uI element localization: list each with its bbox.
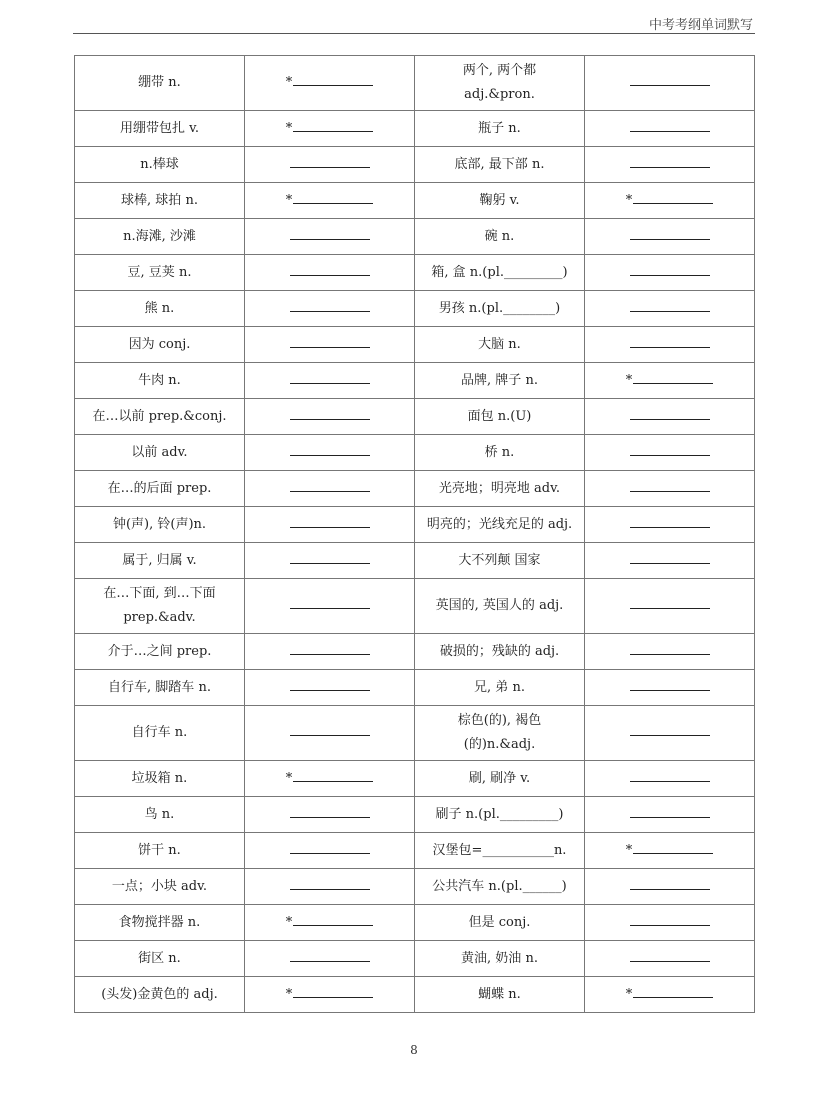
answer-blank[interactable]: [290, 721, 370, 736]
right-term-cell: [415, 56, 585, 111]
left-term-cell: [75, 941, 245, 977]
answer-blank[interactable]: [293, 71, 373, 86]
term-text: 蝴蝶 n.: [478, 986, 521, 1002]
left-term-cell: [75, 399, 245, 435]
left-answer-cell[interactable]: [245, 183, 415, 219]
left-term-cell: [75, 327, 245, 363]
term-text: 街区 n.: [138, 950, 181, 966]
answer-blank[interactable]: [630, 441, 710, 456]
star-mark: *: [625, 192, 633, 208]
right-term-cell: [415, 761, 585, 797]
answer-blank-wrap[interactable]: [630, 875, 710, 899]
right-answer-cell[interactable]: [585, 291, 755, 327]
answer-blank-wrap[interactable]: [630, 333, 710, 357]
left-answer-cell[interactable]: [245, 435, 415, 471]
table-row: [75, 219, 755, 255]
term-text: 底部, 最下部 n.: [454, 156, 545, 172]
term-text: prep.&adv.: [123, 610, 196, 625]
answer-blank[interactable]: [630, 261, 710, 276]
table-row: [75, 797, 755, 833]
answer-blank[interactable]: [630, 947, 710, 962]
answer-blank[interactable]: [630, 549, 710, 564]
left-term-cell: [75, 833, 245, 869]
answer-blank-wrap[interactable]: [630, 405, 710, 429]
left-answer-cell[interactable]: [245, 399, 415, 435]
term-text: 自行车, 脚踏车 n.: [108, 679, 211, 695]
star-mark: *: [285, 75, 293, 90]
term-text: 垃圾箱 n.: [131, 770, 188, 786]
answer-blank-wrap[interactable]: [286, 71, 374, 95]
left-answer-cell[interactable]: [245, 706, 415, 761]
right-answer-cell[interactable]: [585, 111, 755, 147]
term-text: 大不列颠 国家: [458, 552, 541, 568]
term-text: 桥 n.: [484, 444, 515, 460]
answer-blank-wrap[interactable]: [290, 721, 370, 745]
right-term-cell: [415, 147, 585, 183]
term-text: 英国的, 英国人的 adj.: [435, 598, 564, 613]
left-answer-cell[interactable]: [245, 905, 415, 941]
table-row: [75, 327, 755, 363]
table-row: [75, 399, 755, 435]
term-text: 绷带 n.: [138, 75, 181, 90]
answer-blank-wrap[interactable]: [630, 71, 710, 95]
left-term-cell: [75, 797, 245, 833]
left-answer-cell[interactable]: [245, 579, 415, 634]
left-answer-cell[interactable]: [245, 147, 415, 183]
answer-blank[interactable]: [633, 983, 713, 998]
right-answer-cell[interactable]: [585, 219, 755, 255]
right-term-cell: [415, 869, 585, 905]
term-text: 鸟 n.: [144, 806, 175, 822]
answer-blank-wrap[interactable]: [290, 594, 370, 618]
answer-blank[interactable]: [293, 117, 373, 132]
header-title: 中考考纲单词默写: [648, 18, 753, 33]
left-answer-cell[interactable]: [245, 111, 415, 147]
right-term-cell: [415, 363, 585, 399]
answer-blank-wrap[interactable]: [290, 947, 370, 971]
answer-blank[interactable]: [290, 225, 370, 240]
left-term-cell: [75, 634, 245, 670]
vocab-table-body: [75, 56, 755, 1013]
right-answer-cell[interactable]: [585, 56, 755, 111]
left-term-cell: [75, 471, 245, 507]
table-row: [75, 147, 755, 183]
right-answer-cell[interactable]: [585, 905, 755, 941]
table-row: [75, 833, 755, 869]
table-row: [75, 941, 755, 977]
term-text: 棕色(的), 褐色: [457, 713, 542, 728]
left-term-cell: [75, 905, 245, 941]
table-row: [75, 56, 755, 111]
answer-blank-wrap[interactable]: [290, 549, 370, 573]
answer-blank-wrap[interactable]: [290, 153, 370, 177]
answer-blank[interactable]: [290, 369, 370, 384]
answer-blank-wrap[interactable]: [630, 513, 710, 537]
answer-blank-wrap[interactable]: [290, 441, 370, 465]
answer-blank[interactable]: [290, 947, 370, 962]
left-term-cell: [75, 761, 245, 797]
star-mark: *: [285, 986, 293, 1002]
answer-blank-wrap[interactable]: [290, 297, 370, 321]
table-row: [75, 761, 755, 797]
right-answer-cell[interactable]: [585, 869, 755, 905]
right-answer-cell[interactable]: [585, 363, 755, 399]
right-answer-cell[interactable]: [585, 255, 755, 291]
term-text: 钟(声), 铃(声)n.: [112, 516, 207, 532]
right-answer-cell[interactable]: [585, 147, 755, 183]
term-text: n.海滩, 沙滩: [123, 228, 196, 244]
answer-blank[interactable]: [630, 676, 710, 691]
term-text: 自行车 n.: [131, 725, 188, 740]
left-term-cell: [75, 147, 245, 183]
answer-blank-wrap[interactable]: [290, 875, 370, 899]
left-term-cell: [75, 111, 245, 147]
answer-blank[interactable]: [293, 983, 373, 998]
answer-blank-wrap[interactable]: [290, 261, 370, 285]
left-answer-cell[interactable]: [245, 291, 415, 327]
term-text: 品牌, 牌子 n.: [461, 372, 538, 388]
right-answer-cell[interactable]: [585, 977, 755, 1013]
term-text: 属于, 归属 v.: [122, 552, 197, 568]
right-answer-cell[interactable]: [585, 833, 755, 869]
left-answer-cell[interactable]: [245, 363, 415, 399]
answer-blank[interactable]: [630, 767, 710, 782]
answer-blank-wrap[interactable]: [290, 839, 370, 863]
answer-blank-wrap[interactable]: [630, 549, 710, 573]
right-answer-cell[interactable]: [585, 543, 755, 579]
term-text: (头发)金黄色的 adj.: [101, 986, 218, 1002]
left-answer-cell[interactable]: [245, 255, 415, 291]
term-text: 刷, 刷净 v.: [468, 770, 531, 786]
answer-blank[interactable]: [290, 640, 370, 655]
left-answer-cell[interactable]: [245, 634, 415, 670]
answer-blank[interactable]: [630, 117, 710, 132]
answer-blank[interactable]: [293, 767, 373, 782]
table-row: [75, 435, 755, 471]
right-term-cell: [415, 471, 585, 507]
table-row: [75, 255, 755, 291]
answer-blank-wrap[interactable]: [290, 803, 370, 827]
answer-blank-wrap[interactable]: [286, 767, 374, 791]
answer-blank-wrap[interactable]: [630, 676, 710, 700]
table-row: [75, 507, 755, 543]
answer-blank-wrap[interactable]: [630, 477, 710, 501]
left-term-cell: [75, 670, 245, 706]
left-answer-cell[interactable]: [245, 670, 415, 706]
answer-blank[interactable]: [630, 477, 710, 492]
right-term-cell: [415, 977, 585, 1013]
answer-blank[interactable]: [630, 911, 710, 926]
answer-blank[interactable]: [633, 369, 713, 384]
star-mark: *: [285, 120, 293, 136]
star-mark: *: [625, 842, 633, 858]
answer-blank[interactable]: [630, 297, 710, 312]
answer-blank[interactable]: [290, 297, 370, 312]
term-text: 瓶子 n.: [478, 120, 521, 136]
term-text: 面包 n.(U): [467, 408, 532, 424]
table-row: [75, 363, 755, 399]
answer-blank-wrap[interactable]: [286, 983, 374, 1007]
right-answer-cell[interactable]: [585, 435, 755, 471]
right-answer-cell[interactable]: [585, 634, 755, 670]
answer-blank[interactable]: [630, 333, 710, 348]
left-answer-cell[interactable]: [245, 869, 415, 905]
left-term-cell: [75, 435, 245, 471]
term-text: 饼干 n.: [138, 842, 181, 858]
left-answer-cell[interactable]: [245, 833, 415, 869]
answer-blank-wrap[interactable]: [290, 477, 370, 501]
answer-blank[interactable]: [633, 189, 713, 204]
answer-blank-wrap[interactable]: [290, 369, 370, 393]
answer-blank-wrap[interactable]: [290, 676, 370, 700]
answer-blank-wrap[interactable]: [626, 983, 714, 1007]
answer-blank-wrap[interactable]: [630, 153, 710, 177]
answer-blank[interactable]: [290, 594, 370, 609]
answer-blank[interactable]: [293, 911, 373, 926]
term-text: 用绷带包扎 v.: [119, 120, 200, 136]
left-answer-cell[interactable]: [245, 977, 415, 1013]
answer-blank-wrap[interactable]: [630, 225, 710, 249]
answer-blank[interactable]: [630, 71, 710, 86]
table-row: [75, 869, 755, 905]
right-answer-cell[interactable]: [585, 941, 755, 977]
answer-blank-wrap[interactable]: [630, 261, 710, 285]
right-answer-cell[interactable]: [585, 579, 755, 634]
term-text: 两个, 两个都: [462, 63, 537, 78]
right-term-cell: [415, 941, 585, 977]
left-answer-cell[interactable]: [245, 471, 415, 507]
vocab-table: [74, 55, 755, 1013]
term-text: 公共汽车 n.(pl.______): [432, 878, 567, 894]
table-row: [75, 977, 755, 1013]
answer-blank-wrap[interactable]: [630, 441, 710, 465]
answer-blank[interactable]: [630, 875, 710, 890]
answer-blank-wrap[interactable]: [290, 333, 370, 357]
answer-blank[interactable]: [290, 405, 370, 420]
table-row: [75, 183, 755, 219]
left-term-cell: [75, 977, 245, 1013]
term-text: 刷子 n.(pl._________): [435, 806, 564, 822]
term-text: 在…下面, 到…下面: [103, 586, 216, 601]
answer-blank[interactable]: [290, 803, 370, 818]
answer-blank-wrap[interactable]: [630, 947, 710, 971]
answer-blank-wrap[interactable]: [626, 369, 714, 393]
term-text: 男孩 n.(pl.________): [438, 300, 561, 316]
term-text: 鞠躬 v.: [479, 192, 520, 208]
answer-blank-wrap[interactable]: [630, 721, 710, 745]
right-answer-cell[interactable]: [585, 761, 755, 797]
answer-blank[interactable]: [630, 225, 710, 240]
right-term-cell: [415, 255, 585, 291]
left-answer-cell[interactable]: [245, 507, 415, 543]
right-answer-cell[interactable]: [585, 797, 755, 833]
answer-blank[interactable]: [630, 594, 710, 609]
left-answer-cell[interactable]: [245, 941, 415, 977]
table-row: [75, 543, 755, 579]
answer-blank-wrap[interactable]: [290, 640, 370, 664]
answer-blank[interactable]: [293, 189, 373, 204]
left-answer-cell[interactable]: [245, 797, 415, 833]
left-answer-cell[interactable]: [245, 56, 415, 111]
left-term-cell: [75, 183, 245, 219]
right-term-cell: [415, 111, 585, 147]
term-text: 因为 conj.: [128, 336, 191, 352]
table-row: [75, 579, 755, 634]
right-term-cell: [415, 797, 585, 833]
answer-blank-wrap[interactable]: [630, 117, 710, 141]
left-term-cell: [75, 219, 245, 255]
answer-blank[interactable]: [290, 839, 370, 854]
answer-blank[interactable]: [630, 640, 710, 655]
answer-blank-wrap[interactable]: [630, 297, 710, 321]
term-text: 一点；小块 adv.: [111, 878, 208, 894]
right-term-cell: [415, 833, 585, 869]
answer-blank-wrap[interactable]: [630, 594, 710, 618]
right-term-cell: [415, 905, 585, 941]
right-answer-cell[interactable]: [585, 327, 755, 363]
star-mark: *: [285, 770, 293, 786]
answer-blank[interactable]: [630, 721, 710, 736]
page-number: 8: [410, 1043, 418, 1057]
answer-blank-wrap[interactable]: [290, 405, 370, 429]
star-mark: *: [285, 914, 293, 930]
term-text: 明亮的；光线充足的 adj.: [426, 516, 573, 532]
right-term-cell: [415, 507, 585, 543]
right-term-cell: [415, 543, 585, 579]
answer-blank[interactable]: [630, 405, 710, 420]
right-answer-cell[interactable]: [585, 471, 755, 507]
table-row: [75, 706, 755, 761]
left-term-cell: [75, 543, 245, 579]
right-term-cell: [415, 706, 585, 761]
right-answer-cell[interactable]: [585, 507, 755, 543]
term-text: 球棒, 球拍 n.: [121, 192, 198, 208]
term-text: 黄油, 奶油 n.: [461, 950, 538, 966]
table-row: [75, 471, 755, 507]
star-mark: *: [625, 372, 633, 388]
right-term-cell: [415, 435, 585, 471]
answer-blank[interactable]: [630, 513, 710, 528]
right-answer-cell[interactable]: [585, 183, 755, 219]
term-text: 但是 conj.: [468, 914, 531, 930]
right-term-cell: [415, 327, 585, 363]
left-term-cell: [75, 507, 245, 543]
header-rule: [73, 33, 755, 34]
answer-blank-wrap[interactable]: [626, 839, 714, 863]
term-text: 光亮地；明亮地 adv.: [438, 480, 561, 496]
answer-blank[interactable]: [630, 153, 710, 168]
term-text: 大脑 n.: [478, 336, 521, 352]
answer-blank[interactable]: [630, 803, 710, 818]
answer-blank-wrap[interactable]: [630, 803, 710, 827]
answer-blank[interactable]: [290, 513, 370, 528]
right-term-cell: [415, 399, 585, 435]
answer-blank[interactable]: [290, 676, 370, 691]
answer-blank[interactable]: [290, 441, 370, 456]
answer-blank-wrap[interactable]: [290, 513, 370, 537]
answer-blank-wrap[interactable]: [286, 117, 374, 141]
term-text: 箱, 盒 n.(pl._________): [431, 264, 568, 280]
answer-blank-wrap[interactable]: [626, 189, 714, 213]
term-text: 介于…之间 prep.: [107, 643, 212, 659]
answer-blank-wrap[interactable]: [630, 767, 710, 791]
answer-blank[interactable]: [633, 839, 713, 854]
left-answer-cell[interactable]: [245, 219, 415, 255]
answer-blank[interactable]: [290, 153, 370, 168]
star-mark: *: [285, 192, 293, 208]
right-answer-cell[interactable]: [585, 706, 755, 761]
left-term-cell: [75, 363, 245, 399]
left-answer-cell[interactable]: [245, 543, 415, 579]
table-row: [75, 670, 755, 706]
term-text: 牛肉 n.: [138, 372, 181, 388]
left-answer-cell[interactable]: [245, 761, 415, 797]
term-text: 熊 n.: [144, 300, 175, 316]
term-text: n.棒球: [140, 156, 179, 172]
term-text: adj.&pron.: [464, 87, 535, 102]
table-row: [75, 291, 755, 327]
right-answer-cell[interactable]: [585, 399, 755, 435]
left-term-cell: [75, 706, 245, 761]
term-text: 兄, 弟 n.: [474, 679, 525, 695]
right-term-cell: [415, 670, 585, 706]
left-term-cell: [75, 869, 245, 905]
right-answer-cell[interactable]: [585, 670, 755, 706]
left-term-cell: [75, 255, 245, 291]
table-row: [75, 634, 755, 670]
term-text: 在…以前 prep.&conj.: [92, 408, 227, 424]
term-text: 汉堡包=___________n.: [432, 842, 567, 858]
answer-blank[interactable]: [290, 875, 370, 890]
answer-blank[interactable]: [290, 549, 370, 564]
table-row: [75, 111, 755, 147]
right-term-cell: [415, 219, 585, 255]
term-text: 豆, 豆荚 n.: [127, 264, 192, 280]
answer-blank-wrap[interactable]: [290, 225, 370, 249]
table-row: [75, 905, 755, 941]
answer-blank-wrap[interactable]: [630, 911, 710, 935]
answer-blank-wrap[interactable]: [630, 640, 710, 664]
term-text: 碗 n.: [484, 228, 515, 244]
star-mark: *: [625, 986, 633, 1002]
term-text: 以前 adv.: [131, 444, 188, 460]
term-text: 破损的；残缺的 adj.: [439, 643, 560, 659]
right-term-cell: [415, 183, 585, 219]
answer-blank[interactable]: [290, 261, 370, 276]
term-text: 食物搅拌器 n.: [118, 914, 201, 930]
answer-blank-wrap[interactable]: [286, 911, 374, 935]
answer-blank[interactable]: [290, 333, 370, 348]
right-term-cell: [415, 634, 585, 670]
term-text: 在…的后面 prep.: [107, 480, 212, 496]
answer-blank[interactable]: [290, 477, 370, 492]
left-term-cell: [75, 579, 245, 634]
left-term-cell: [75, 291, 245, 327]
left-term-cell: [75, 56, 245, 111]
right-term-cell: [415, 579, 585, 634]
right-term-cell: [415, 291, 585, 327]
left-answer-cell[interactable]: [245, 327, 415, 363]
term-text: (的)n.&adj.: [463, 737, 536, 752]
answer-blank-wrap[interactable]: [286, 189, 374, 213]
